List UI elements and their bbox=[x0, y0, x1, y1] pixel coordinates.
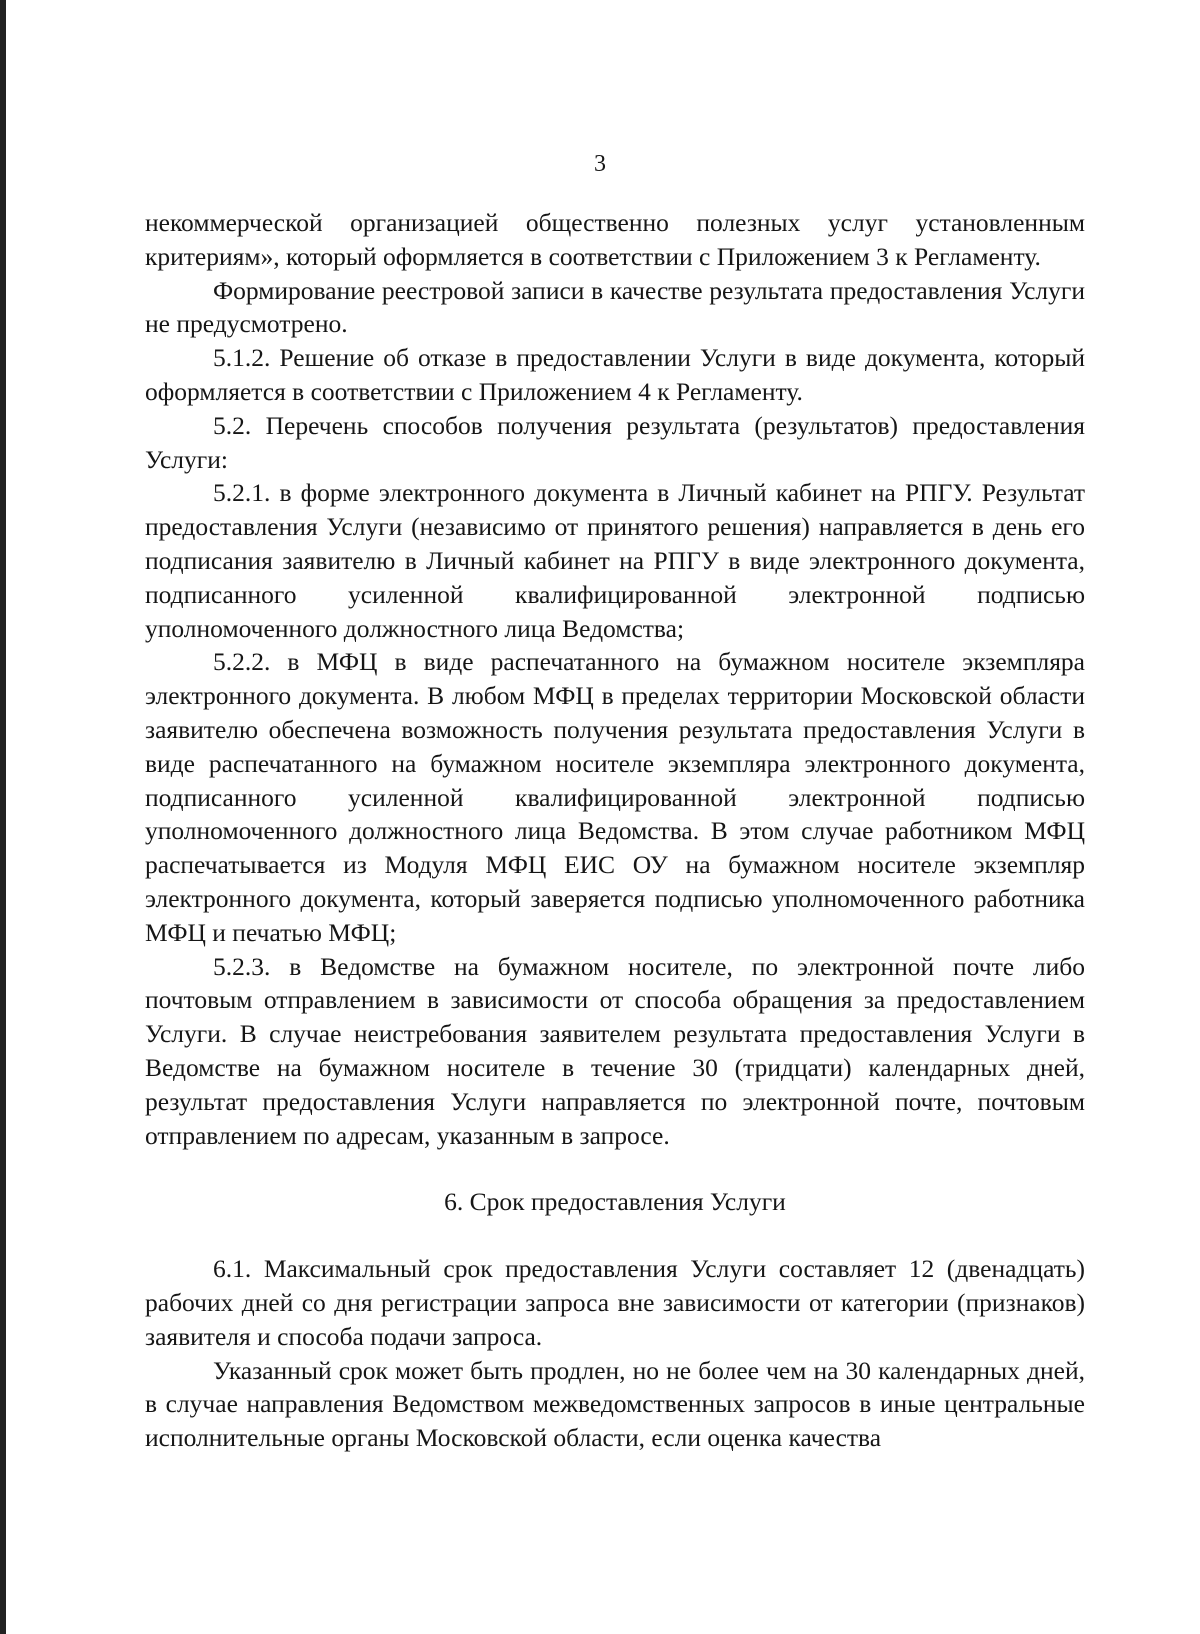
paragraph-extension: Указанный срок может быть продлен, но не более чем на 30 календарных дней, в случае направления Ведомством межведомственных запросов в иные центральные исполнительные органы Московской области, если оценка качества bbox=[145, 1355, 1085, 1453]
page-number: 3 bbox=[594, 151, 606, 177]
paragraph-continuation: некоммерческой организацией общественно полезных услуг установленным критериям», который оформляется в соответствии с Приложением 3 к Регламенту. bbox=[145, 208, 1085, 271]
paragraph-5-2: 5.2. Перечень способов получения результата (результатов) предоставления Услуги: bbox=[145, 410, 1085, 474]
paragraph-6-1: 6.1. Максимальный срок предоставления Услуги составляет 12 (двенадцать) рабочих дней со дня регистрации запроса вне зависимости от категории (признаков) заявителя и способа подачи запроса. bbox=[145, 1254, 1085, 1351]
paragraph-5-1-2: 5.1.2. Решение об отказе в предоставлении Услуги в виде документа, который оформляется в соответствии с Приложением 4 к Регламенту. bbox=[145, 343, 1085, 406]
paragraph-registry-entry: Формирование реестровой записи в качестве результата предоставления Услуги не предусмотрено. bbox=[145, 275, 1085, 339]
section-heading-6: 6. Срок предоставления Услуги bbox=[444, 1187, 786, 1217]
scan-edge bbox=[0, 0, 6, 1634]
paragraph-5-2-2: 5.2.2. в МФЦ в виде распечатанного на бумажном носителе экземпляра электронного документа. В любом МФЦ в пределах территории Московской области заявителю обеспечена возможность получения результата предоставления Услуги в виде распечатанного на бумажном носителе экземпляра электронного документа, подписанного усиленной квалифицированной электронной подписью уполномоченного должностного лица Ведомства. В этом случае работником МФЦ распечатывается из Модуля МФЦ ЕИС ОУ на бумажном носителе экземпляр электронного документа, который заверяется подписью уполномоченного работника МФЦ и печатью МФЦ; bbox=[145, 647, 1085, 947]
paragraph-5-2-3: 5.2.3. в Ведомстве на бумажном носителе, по электронной почте либо почтовым отправлением в зависимости от способа обращения за предоставлением Услуги. В случае неистребования заявителем результата предоставления Услуги в Ведомстве на бумажном носителе в течение 30 (тридцати) календарных дней, результат предоставления Услуги направляется по электронной почте, почтовым отправлением по адресам, указанным в запросе. bbox=[145, 951, 1085, 1150]
paragraph-5-2-1: 5.2.1. в форме электронного документа в Личный кабинет на РПГУ. Результат предоставления Услуги (независимо от принятого решения) направляется в день его подписания заявителю в Личный кабинет на РПГУ в виде электронного документа, подписанного усиленной квалифицированной электронной подписью уполномоченного должностного лица Ведомства; bbox=[145, 478, 1085, 643]
document-body bbox=[145, 206, 1085, 1455]
